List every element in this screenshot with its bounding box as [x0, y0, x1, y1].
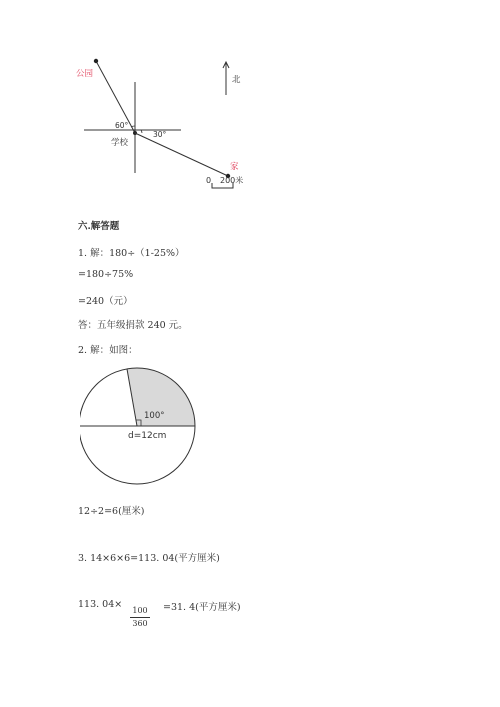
- park-angle-label: 60°: [115, 121, 129, 130]
- scale-value-label: 200米: [220, 176, 244, 185]
- q3-line1: 3. 14×6×6=113. 04(平方厘米): [78, 553, 220, 564]
- circle-diameter-label: d=12cm: [128, 431, 167, 441]
- q3-line2-right: =31. 4(平方厘米): [163, 602, 241, 613]
- scale-zero-label: 0: [206, 176, 212, 185]
- q2-calc: 12÷2=6(厘米): [78, 506, 145, 517]
- park-point: [94, 59, 98, 63]
- circle-angle-label: 100°: [144, 411, 165, 421]
- fraction-denominator: 360: [132, 619, 148, 628]
- q1-line1: 1. 解：180÷（1-25%）: [78, 248, 185, 259]
- school-to-home-line: [135, 133, 228, 176]
- q1-line2: =180÷75%: [78, 269, 134, 280]
- park-label: 公园: [76, 69, 94, 79]
- fraction-bar: [130, 617, 150, 618]
- home-angle-label: 30°: [153, 130, 167, 139]
- q1-line3: =240（元）: [78, 296, 133, 307]
- fraction-numerator: 100: [132, 606, 148, 615]
- school-label: 学校: [111, 138, 129, 148]
- section-title: 六.解答题: [78, 221, 120, 232]
- home-label: 家: [230, 162, 239, 172]
- map-figure: [0, 0, 500, 200]
- q1-answer: 答：五年级捐款 240 元。: [78, 320, 188, 331]
- q3-line2-left: 113. 04×: [78, 599, 123, 610]
- north-label: 北: [232, 75, 241, 85]
- circle-figure: [80, 362, 210, 490]
- q2-intro: 2. 解：如图：: [78, 345, 138, 356]
